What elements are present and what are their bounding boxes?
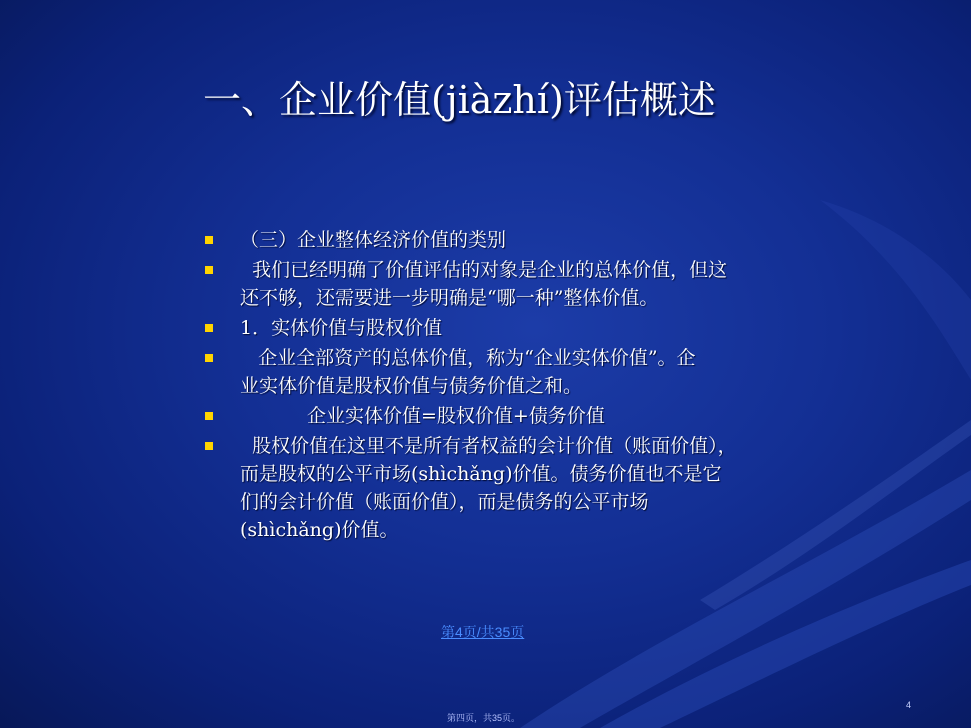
bullet-marker-icon [205, 236, 213, 244]
bullet-marker-icon [205, 324, 213, 332]
page-footnote: 第四页，共35页。 [447, 713, 521, 723]
bullet-item [203, 256, 823, 312]
bullet-line: 企业全部资产的总体价值，称为“企业实体价值”。企 [240, 347, 696, 369]
page-number: 4 [906, 700, 912, 710]
bullet-line: 我们已经明确了价值评估的对象是企业的总体价值，但这 [240, 259, 728, 281]
bullet-line: 股权价值在这里不是所有者权益的会计价值（账面价值）， [240, 435, 737, 457]
bullet-item [203, 344, 823, 400]
bullet-line: 企业实体价值=股权价值+债务价值 [307, 405, 605, 427]
bullet-marker-icon [205, 412, 213, 420]
bullet-marker-icon [205, 266, 213, 274]
bullet-line: 业实体价值是股权价值与债务价值之和。 [240, 375, 583, 397]
bullet-marker-icon [205, 442, 213, 450]
page-link[interactable]: 第4页/共35页 [441, 624, 525, 640]
slide-title: 一、企业价值(jiàzhí)评估概述 [203, 78, 716, 122]
bullet-item [203, 314, 823, 342]
bullet-line: 还不够，还需要进一步明确是“哪一种”整体价值。 [240, 287, 659, 309]
bullet-item [203, 402, 823, 430]
bullet-marker-icon [205, 354, 213, 362]
bullet-line: (shìchǎng)价值。 [240, 519, 399, 541]
bullet-line: 们的会计价值（账面价值），而是债务的公平市场 [240, 491, 649, 513]
bullet-line: 1．实体价值与股权价值 [240, 317, 443, 339]
bullet-list [203, 226, 823, 544]
bullet-item [203, 432, 823, 544]
bullet-item [203, 226, 823, 254]
bullet-line: （三）企业整体经济价值的类别 [240, 229, 507, 251]
bullet-line: 而是股权的公平市场(shìchǎng)价值。债务价值也不是它 [240, 463, 722, 485]
